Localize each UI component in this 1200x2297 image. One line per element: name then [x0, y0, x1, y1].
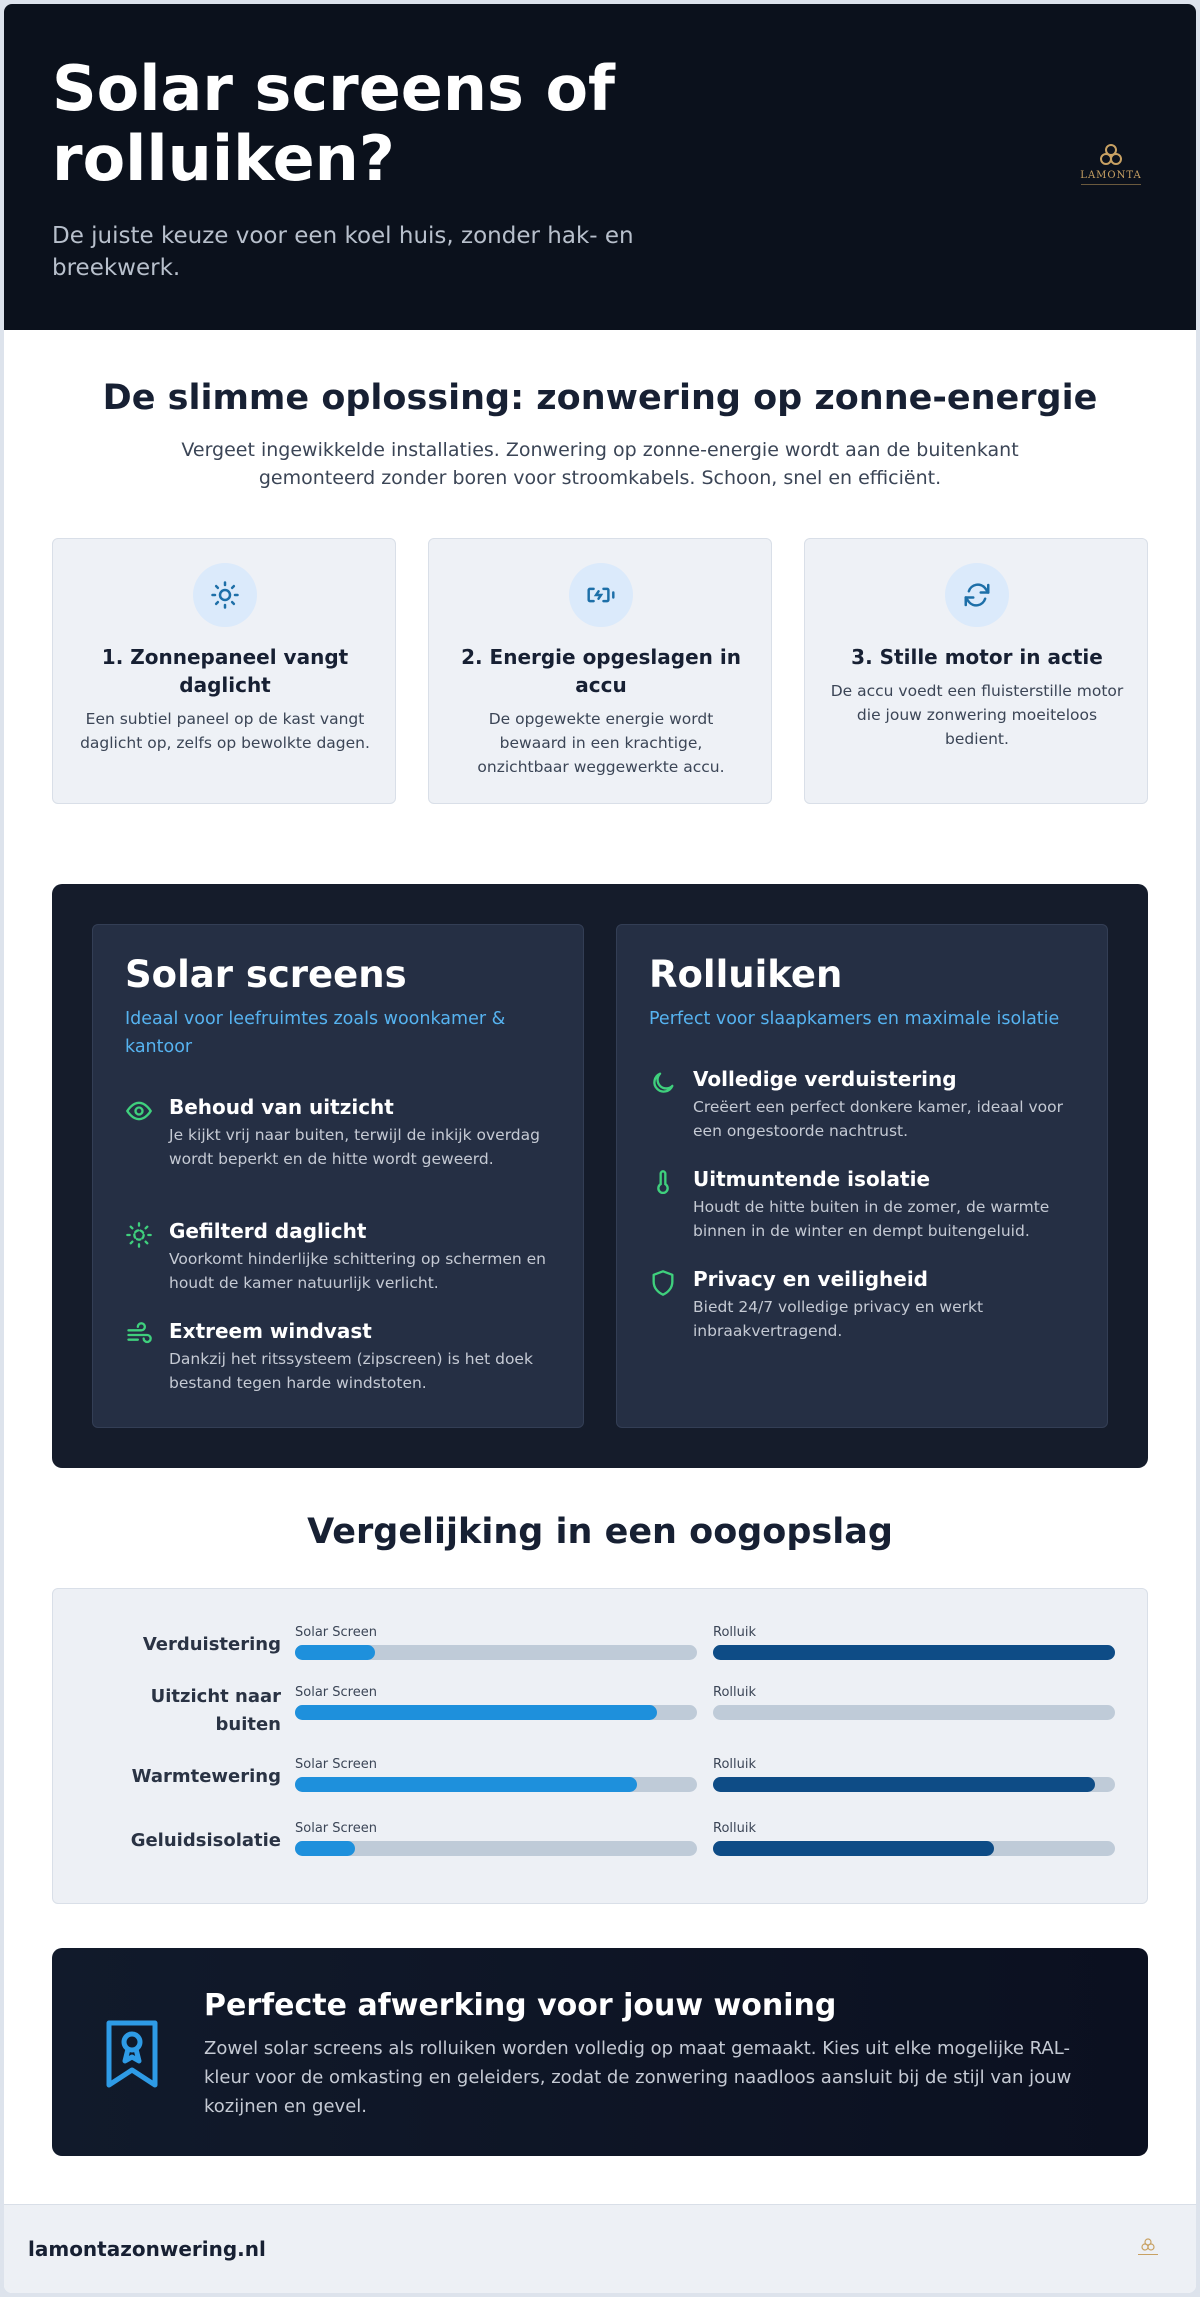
comparison-title: Vergelijking in een oogopslag	[307, 1512, 893, 1552]
bar-track	[295, 1705, 697, 1720]
comparison-label: Uitzicht naar buiten	[150, 1686, 281, 1735]
solar-screens-column	[92, 924, 584, 1428]
comparison-label: Warmtewering	[131, 1766, 281, 1787]
bar-track	[295, 1841, 697, 1856]
column-title: Solar screens	[125, 953, 407, 996]
cta-title: Perfecte afwerking voor jouw woning	[204, 1988, 837, 2023]
feature-text: Dankzij het ritssysteem (zipscreen) is het doek bestand tegen harde windstoten.	[169, 1350, 533, 1392]
roll-bar	[713, 1757, 1115, 1792]
feature-text: Biedt 24/7 volledige privacy en werkt inbraakvertragend.	[693, 1298, 984, 1340]
page-title: Solar screens of rolluiken?	[52, 52, 616, 195]
cta-text: Zowel solar screens als rolluiken worden volledig op maat gemaakt. Kies uit elke mogelijke RAL-kleur voor de omkasting en geleiders, zodat de zonwering naadloos aansluit bij de stijl van jouw kozijnen en gevel.	[204, 2038, 1072, 2117]
roll-bar	[713, 1821, 1115, 1856]
feature-title: Behoud van uitzicht	[169, 1095, 394, 1119]
comparison-table	[52, 1588, 1148, 1904]
feature-title: Gefilterd daglicht	[169, 1219, 367, 1243]
feature-text: Houdt de hitte buiten in de zomer, de warmte binnen in de winter en dempt buitengeluid.	[693, 1198, 1050, 1240]
finish-banner	[52, 1948, 1148, 2156]
ribbon-award-icon	[104, 2018, 160, 2090]
bar-track	[713, 1841, 1115, 1856]
feature-title: Privacy en veiligheid	[693, 1267, 928, 1291]
bar-fill	[295, 1645, 375, 1660]
footer-logo-icon	[1128, 2233, 1168, 2263]
product-comparison-panel	[52, 884, 1148, 1468]
bar-track	[713, 1705, 1115, 1720]
feature-text: Voorkomt hinderlijke schittering op schermen en houdt de kamer natuurlijk verlicht.	[169, 1250, 546, 1292]
feature-text: Creëert een perfect donkere kamer, ideaal voor een ongestoorde nachtrust.	[693, 1098, 1064, 1140]
bar-caption: Solar Screen	[295, 1757, 377, 1772]
sun-icon	[193, 563, 257, 627]
comparison-label: Geluidsisolatie	[130, 1830, 281, 1851]
bar-caption: Rolluik	[713, 1821, 757, 1836]
feature-title: Extreem windvast	[169, 1319, 372, 1343]
step-card-battery	[428, 538, 772, 804]
shield-icon	[649, 1269, 677, 1297]
footer-website-link[interactable]: lamontazonwering.nl	[28, 2237, 266, 2261]
bar-fill	[295, 1777, 637, 1792]
bar-caption: Rolluik	[713, 1757, 757, 1772]
logo-text: LAMONTA	[1080, 170, 1142, 181]
eye-icon	[125, 1097, 153, 1125]
bar-caption: Rolluik	[713, 1685, 757, 1700]
bar-fill	[295, 1705, 657, 1720]
comparison-label: Verduistering	[142, 1634, 281, 1655]
hero-banner	[4, 4, 1196, 330]
feature-title: Uitmuntende isolatie	[693, 1167, 931, 1191]
rolluiken-column	[616, 924, 1108, 1428]
bar-track	[295, 1777, 697, 1792]
feature-text: Je kijkt vrij naar buiten, terwijl de inkijk overdag wordt beperkt en de hitte wordt geweerd.	[169, 1126, 540, 1168]
solar-bar	[295, 1757, 697, 1792]
brand-logo	[1074, 142, 1148, 194]
thermometer-icon	[649, 1169, 677, 1197]
bar-fill	[713, 1777, 1095, 1792]
solar-bar	[295, 1821, 697, 1856]
bar-fill	[713, 1645, 1115, 1660]
step-title: 1. Zonnepaneel vangt daglicht	[101, 645, 349, 697]
step-text: De accu voedt een fluisterstille motor die jouw zonwering moeiteloos bedient.	[830, 682, 1124, 748]
bar-caption: Solar Screen	[295, 1625, 377, 1640]
intro-title: De slimme oplossing: zonwering op zonne-energie	[102, 378, 1098, 418]
step-card-motor	[804, 538, 1148, 804]
page	[4, 4, 1196, 2293]
step-text: De opgewekte energie wordt bewaard in een krachtige, onzichtbaar weggewerkte accu.	[477, 710, 725, 776]
bar-track	[295, 1645, 697, 1660]
step-title: 2. Energie opgeslagen in accu	[461, 645, 741, 697]
wind-icon	[125, 1321, 153, 1349]
solar-bar	[295, 1625, 697, 1660]
roll-bar	[713, 1685, 1115, 1720]
step-title: 3. Stille motor in actie	[851, 645, 1103, 669]
bar-caption: Solar Screen	[295, 1685, 377, 1700]
step-text: Een subtiel paneel op de kast vangt daglicht op, zelfs op bewolkte dagen.	[80, 710, 370, 752]
bar-caption: Solar Screen	[295, 1821, 377, 1836]
footer	[4, 2204, 1196, 2293]
column-title: Rolluiken	[649, 953, 843, 996]
moon-icon	[649, 1069, 677, 1097]
bar-track	[713, 1645, 1115, 1660]
step-card-solar-panel	[52, 538, 396, 804]
battery-icon	[569, 563, 633, 627]
column-subtitle: Perfect voor slaapkamers en maximale isolatie	[649, 1009, 1060, 1029]
sun-filter-icon	[125, 1221, 153, 1249]
bar-fill	[295, 1841, 355, 1856]
intro-text: Vergeet ingewikkelde installaties. Zonwering op zonne-energie wordt aan de buitenkant gemonteerd zonder boren voor stroomkabels. Schoon, snel en efficiënt.	[181, 439, 1019, 489]
bar-track	[713, 1777, 1115, 1792]
logo-divider	[1081, 184, 1141, 185]
roll-bar	[713, 1625, 1115, 1660]
page-subtitle: De juiste keuze voor een koel huis, zonder hak- en breekwerk.	[52, 223, 634, 281]
column-subtitle: Ideaal voor leefruimtes zoals woonkamer & kantoor	[125, 1009, 506, 1057]
logo-mark-icon	[1097, 142, 1125, 168]
bar-fill	[713, 1841, 994, 1856]
bar-caption: Rolluik	[713, 1625, 757, 1640]
solar-bar	[295, 1685, 697, 1720]
feature-title: Volledige verduistering	[693, 1067, 957, 1091]
refresh-icon	[945, 563, 1009, 627]
